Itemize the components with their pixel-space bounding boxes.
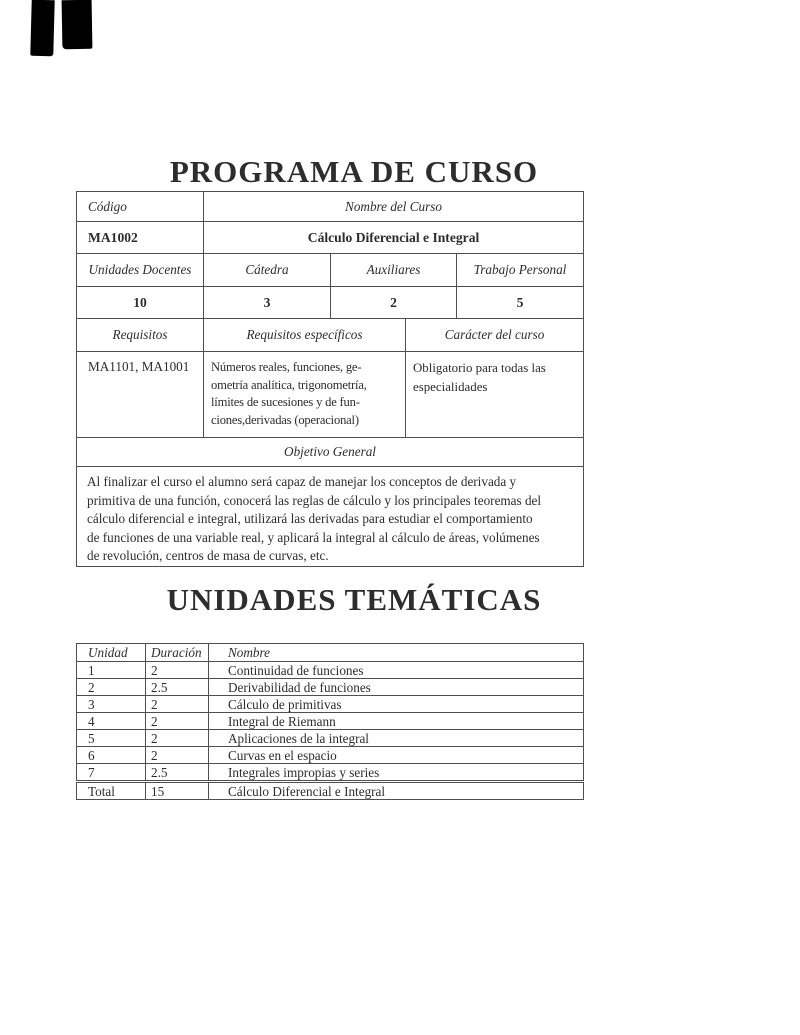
total-nombre: Cálculo Diferencial e Integral	[209, 782, 584, 800]
codigo-value: MA1002	[77, 222, 204, 254]
nombre-cell: Integral de Riemann	[209, 713, 584, 730]
duracion-cell: 2	[146, 730, 209, 747]
nombre-header: Nombre	[209, 644, 584, 662]
unidad-cell: 1	[77, 662, 146, 679]
table-row	[77, 730, 584, 747]
auxiliares-value: 2	[331, 287, 457, 319]
table-row	[77, 287, 584, 319]
table-header-row	[77, 644, 584, 662]
nombre-cell: Derivabilidad de funciones	[209, 679, 584, 696]
nombre-cell: Integrales impropias y series	[209, 764, 584, 782]
text-line: especialidades	[413, 380, 488, 394]
text-line: Al finalizar el curso el alumno será capaz de manejar los conceptos de derivada y	[87, 474, 517, 489]
total-label: Total	[77, 782, 146, 800]
text-line: ometría analítica, trigonometría,	[211, 377, 367, 392]
requisitos-especificos-label: Requisitos específicos	[204, 319, 406, 352]
catedra-value: 3	[204, 287, 331, 319]
duracion-cell: 2	[146, 747, 209, 764]
requisitos-especificos-value	[204, 352, 406, 438]
table-row	[77, 713, 584, 730]
unidad-cell: 3	[77, 696, 146, 713]
objetivo-general-label: Objetivo General	[77, 438, 584, 467]
table-total-row	[77, 782, 584, 800]
text-line: primitiva de una función, conocerá las reglas de cálculo y los principales teoremas del	[87, 492, 542, 508]
text-line: ciones,derivadas (operacional)	[211, 412, 359, 427]
nombre-curso-value: Cálculo Diferencial e Integral	[204, 222, 584, 254]
text-line: cálculo diferencial e integral, utilizará las derivadas para estudiar el comportamiento	[87, 511, 533, 527]
table-row	[77, 222, 584, 254]
objetivo-general-text	[77, 467, 584, 567]
unidad-cell: 6	[77, 747, 146, 764]
nombre-cell: Continuidad de funciones	[209, 662, 584, 679]
course-program-table	[76, 191, 584, 567]
unidades-docentes-label: Unidades Docentes	[77, 254, 204, 287]
duracion-cell: 2	[146, 696, 209, 713]
table-row	[77, 679, 584, 696]
unidades-docentes-value: 10	[77, 287, 204, 319]
unidad-cell: 7	[77, 764, 146, 782]
nombre-cell: Aplicaciones de la integral	[209, 730, 584, 747]
thematic-units-table	[76, 643, 584, 800]
nombre-curso-label: Nombre del Curso	[204, 192, 584, 222]
requisitos-label: Requisitos	[77, 319, 204, 352]
catedra-label: Cátedra	[204, 254, 331, 287]
caracter-curso-label: Carácter del curso	[406, 319, 584, 352]
text-line: Obligatorio para todas las	[413, 361, 546, 375]
unidad-cell: 5	[77, 730, 146, 747]
trabajo-personal-value: 5	[457, 287, 584, 319]
duracion-cell: 2	[146, 662, 209, 679]
text-line: de revolución, centros de masa de curvas, etc.	[87, 548, 329, 564]
scan-artifact-mark	[62, 0, 93, 49]
unidad-header: Unidad	[77, 644, 146, 662]
trabajo-personal-label: Trabajo Personal	[457, 254, 584, 287]
text-line: límites de sucesiones y de fun-	[211, 395, 360, 409]
table-row	[77, 438, 584, 467]
table-row	[77, 764, 584, 782]
total-duracion: 15	[146, 782, 209, 800]
caracter-curso-value	[406, 352, 584, 438]
text-line: de funciones de una variable real, y aplicará la integral al cálculo de áreas, volúmenes	[87, 529, 540, 545]
nombre-cell: Curvas en el espacio	[209, 747, 584, 764]
table-row	[77, 696, 584, 713]
duracion-cell: 2.5	[146, 764, 209, 782]
table-row	[77, 662, 584, 679]
table-row	[77, 319, 584, 352]
table-row	[77, 352, 584, 438]
table-row	[77, 254, 584, 287]
course-program-title: PROGRAMA DE CURSO	[169, 154, 539, 189]
text-line: Números reales, funciones, ge-	[211, 360, 362, 374]
unidad-cell: 2	[77, 679, 146, 696]
nombre-cell: Cálculo de primitivas	[209, 696, 584, 713]
thematic-units-title: UNIDADES TEMÁTICAS	[166, 582, 542, 617]
duracion-cell: 2	[146, 713, 209, 730]
requisitos-value: MA1101, MA1001	[77, 352, 204, 438]
codigo-label: Código	[77, 192, 204, 222]
duracion-cell: 2.5	[146, 679, 209, 696]
table-row	[77, 192, 584, 222]
table-row	[77, 467, 584, 567]
unidad-cell: 4	[77, 713, 146, 730]
auxiliares-label: Auxiliares	[331, 254, 457, 287]
table-row	[77, 747, 584, 764]
scan-artifact-mark	[30, 0, 54, 56]
duracion-header: Duración	[146, 644, 209, 662]
